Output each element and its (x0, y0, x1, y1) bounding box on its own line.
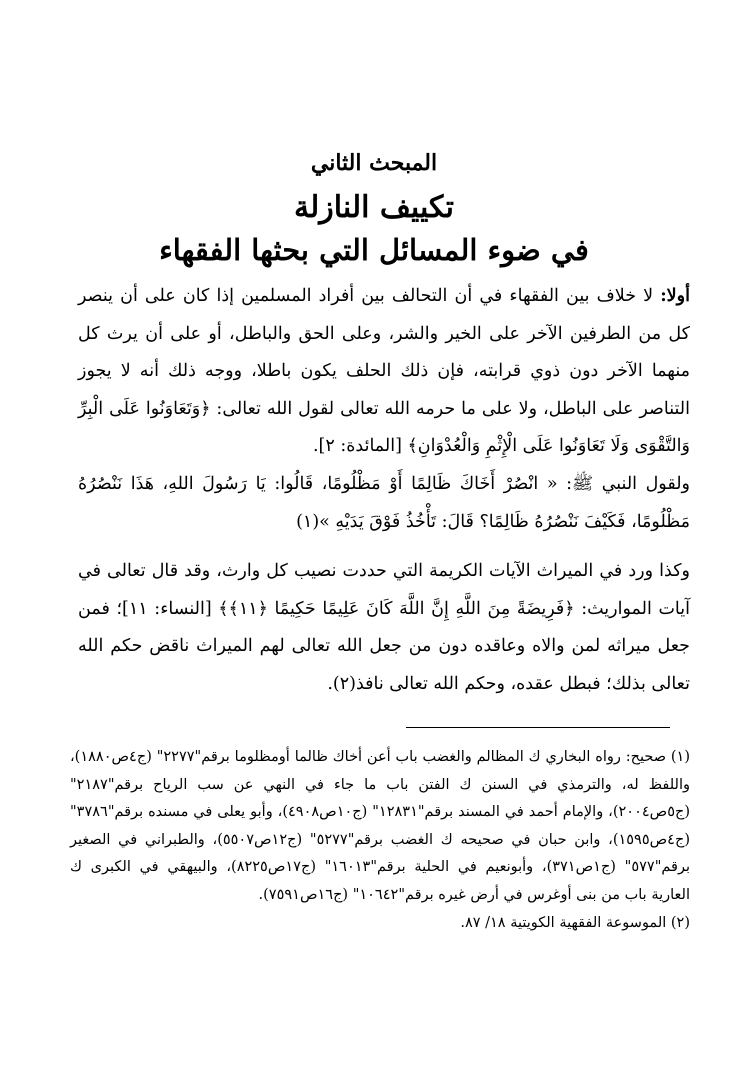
main-text (78, 278, 690, 704)
footnote-1: (١) صحيح: رواه البخاري ك المظالم والغضب باب أعن أخاك ظالما أومظلوما برقم"٢٢٧٧" (ج٤ص١٨٨٠)، واللفظ له، والترمذي في السنن ك الفتن باب ما جاء في النهي عن سب الرياح برقم"٢١٨٧" (ج٥ص٢٠٠٤)، والإمام أحمد في المسند برقم"١٢٨٣١" (ج١٠ص٤٩٠٨)، وأبو يعلى في مسنده برقم"٣٧٨٦" (ج٤ص١٥٩٥)، وابن حبان في صحيحه ك الغضب برقم"٥٢٧٧" (ج١٢ص٥٥٠٧)، والطبراني في الصغير برقم"٥٧٧" (ج١ص٣٧١)، وأبونعيم في الحلية برقم"١٦٠١٣" (ج١٧ص٨٢٢٥)، والبيهقي في الكبرى ك العارية باب من بنى أوغرس في أرض غيره برقم"١٠٦٤٢" (ج١٦ص٧٥٩١). (70, 749, 691, 903)
paragraph-2: ولقول النبي ﷺ: « انْصُرْ أَخَاكَ ظَالِمًا أَوْ مَظْلُومًا، قَالُوا: يَا رَسُولَ اللهِ، هَذَا نَنْصُرُهُ مَظْلُومًا، فَكَيْفَ نَنْصُرُهُ ظَالِمًا؟ قَالَ: تَأْخُذُ فَوْقَ يَدَيْهِ »(١) (78, 473, 690, 532)
footnotes (70, 744, 690, 937)
section-heading: المبحث الثاني (310, 150, 438, 176)
paragraph-1-text: لا خلاف بين الفقهاء في أن التحالف بين أفراد المسلمين إذا كان على أن ينصر كل من الطرفين الآخر على الخير والشر، وعلى الحق والباطل، أو على أن يرث كل منهما الآخر دون ذوي قرابته، فإن ذلك الحلف يكون باطلا، ووجه ذلك أنه لا يجوز التناصر على الباطل، ولا على ما حرمه الله تعالى لقول الله تعالى: ﴿وَتَعَاوَنُوا عَلَى الْبِرِّ وَالتَّقْوَى وَلَا تَعَاوَنُوا عَلَى الْإِثْمِ وَالْعُدْوَانِ﴾ [المائدة: ٢]. (78, 286, 690, 457)
footnote-divider (406, 727, 670, 728)
page-subtitle: في ضوء المسائل التي بحثها الفقهاء (159, 233, 589, 267)
paragraph-3: وكذا ورد في الميراث الآيات الكريمة التي حددت نصيب كل وارث، وقد قال تعالى في آيات المواريث: ﴿فَرِيضَةً مِنَ اللَّهِ إِنَّ اللَّهَ كَانَ عَلِيمًا حَكِيمًا ﴿١١﴾﴾ [النساء: ١١]؛ فمن جعل ميراثه لمن والاه وعاقده دون من جعل الله تعالى لهم الميراث ناقض حكم الله تعالى بذلك؛ فبطل عقده، وحكم الله تعالى نافذ(٢). (78, 561, 690, 694)
page-title: تكييف النازلة (294, 190, 454, 225)
paragraph-lead: أولا: (660, 286, 690, 306)
paragraph-1 (78, 278, 690, 466)
footnote-2: (٢) الموسوعة الفقهية الكويتية ١٨/ ٨٧. (460, 914, 690, 931)
